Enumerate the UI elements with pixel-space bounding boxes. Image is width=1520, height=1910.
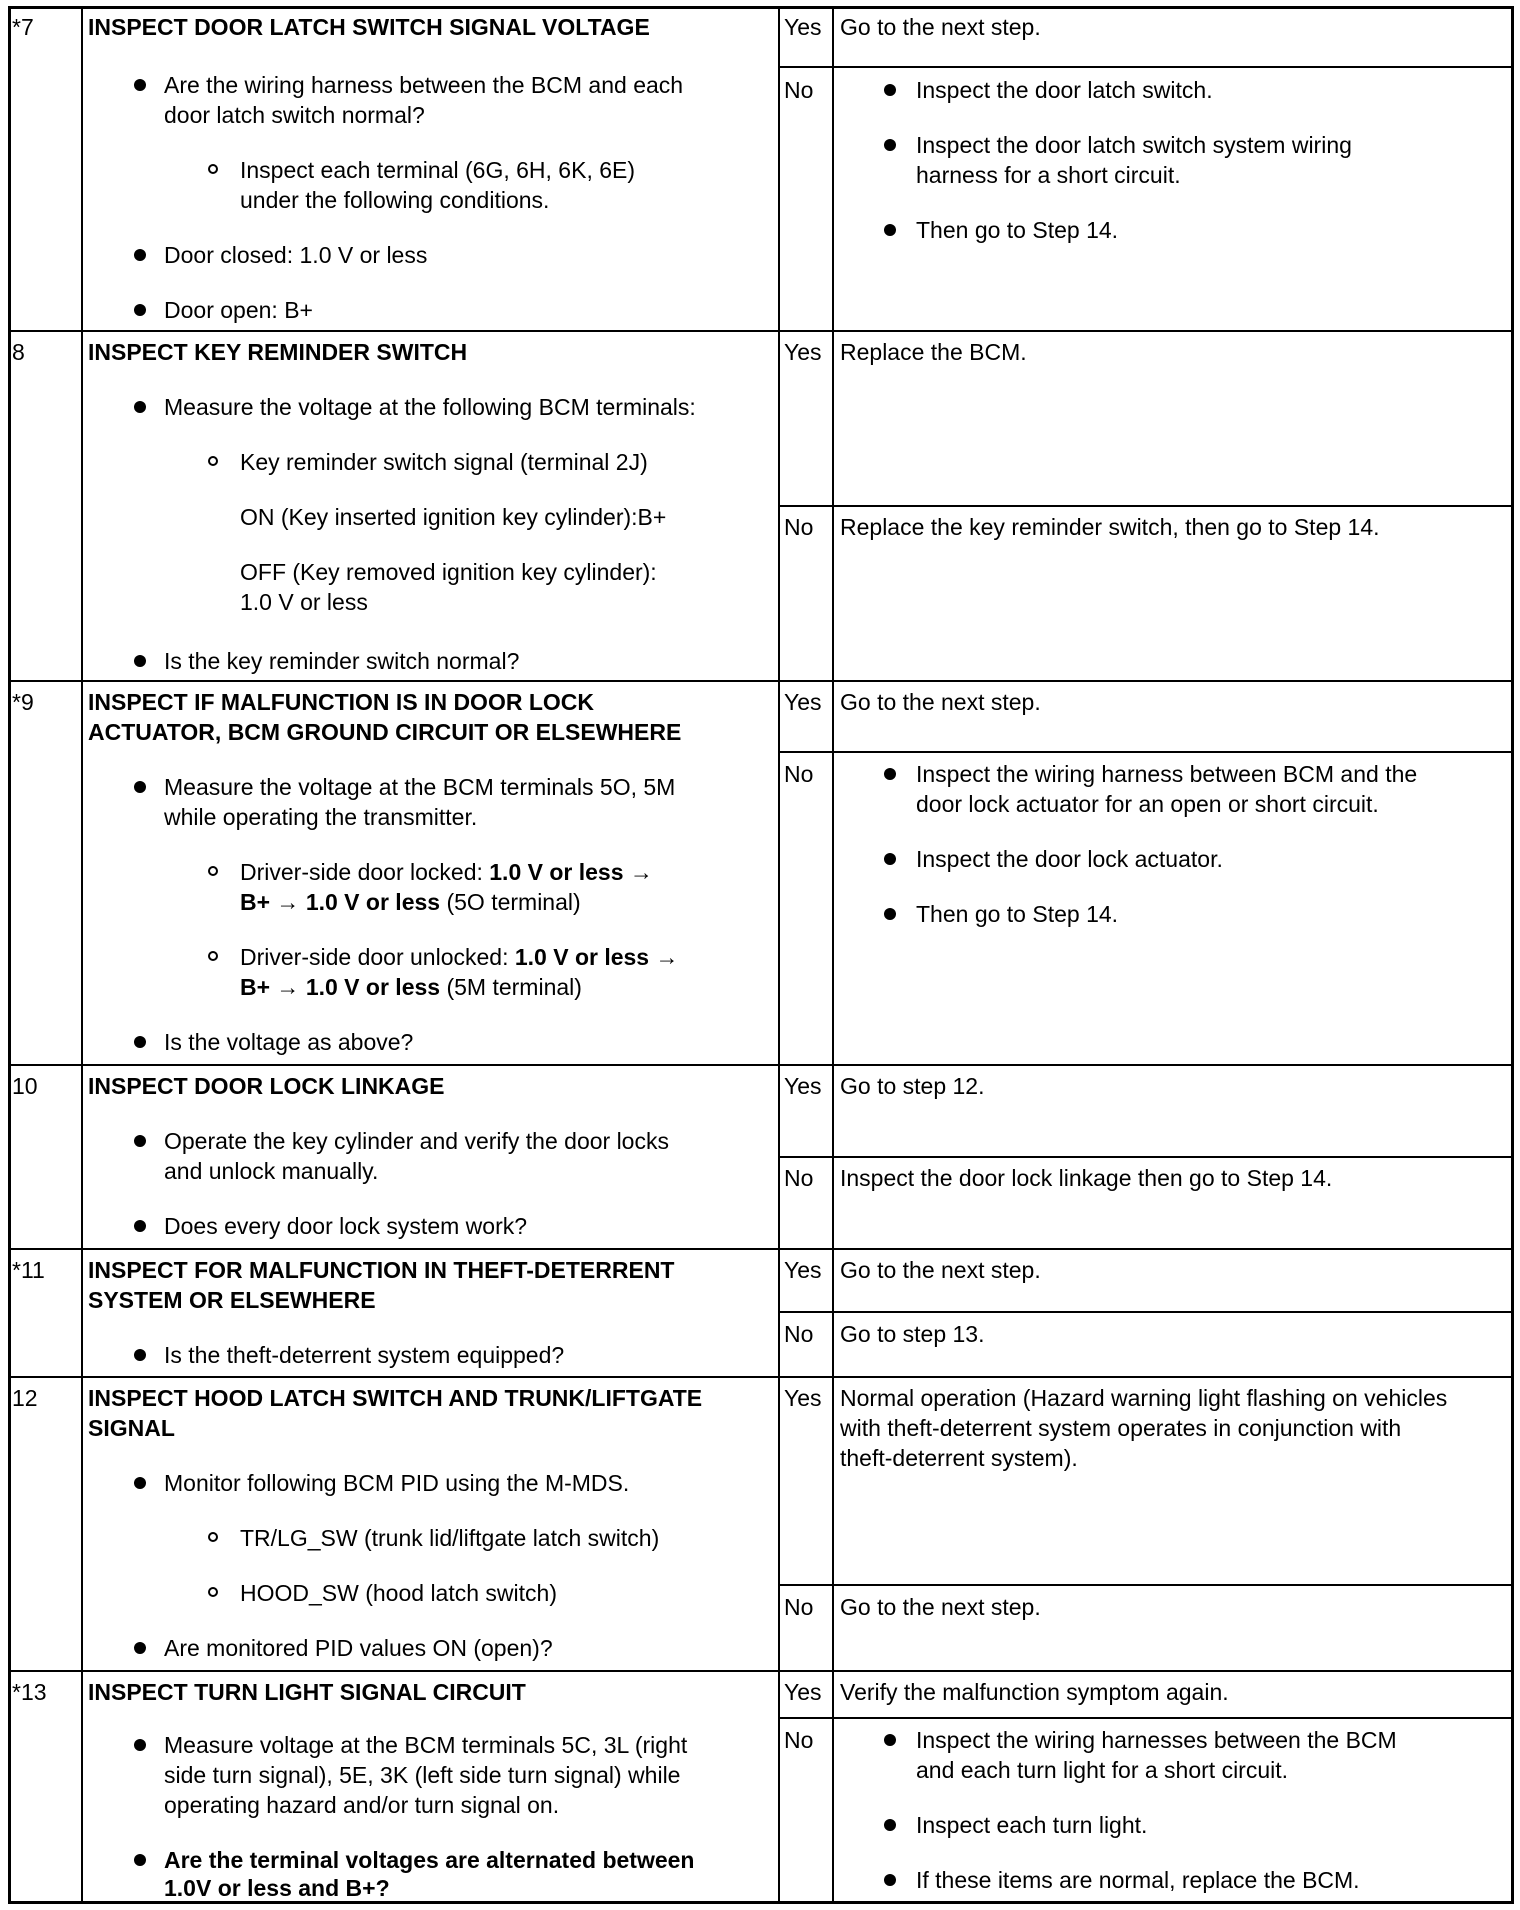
step-title: SYSTEM OR ELSEWHERE [88,1287,376,1313]
step-title: INSPECT FOR MALFUNCTION IN THEFT-DETERRENT [88,1257,675,1283]
yes-label: Yes [784,14,822,40]
yes-action: with theft-deterrent system operates in conjunction with [840,1415,1402,1441]
procedure-text [240,972,582,1002]
no-action: Then go to Step 14. [916,901,1119,927]
no-action: Inspect the door latch switch system wiring [916,132,1352,158]
step-number: 10 [12,1073,38,1099]
yes-action: Normal operation (Hazard warning light flashing on vehicles [840,1385,1448,1411]
yes-no-divider [778,1717,1514,1719]
no-action: Inspect the door lock linkage then go to Step 14. [840,1165,1333,1191]
bullet-icon [884,1819,896,1831]
voltage-value: 1.0 V or less → [514,944,679,970]
procedure-text: 1.0 V or less [240,589,368,615]
procedure-text: Monitor following BCM PID using the M-MDS. [164,1470,630,1496]
no-label: No [784,1594,814,1620]
sub-bullet-icon [208,1587,218,1597]
procedure-text: Are monitored PID values ON (open)? [164,1635,553,1661]
procedure-text: Is the theft-deterrent system equipped? [164,1342,565,1368]
bullet-icon [884,84,896,96]
sub-bullet-icon [208,866,218,876]
bullet-icon [134,1349,146,1361]
row-divider [8,1670,1514,1672]
terminal-label: (5O terminal) [440,889,581,915]
procedure-text: Is the key reminder switch normal? [164,648,520,674]
yes-no-divider [778,505,1514,507]
procedure-text: while operating the transmitter. [164,804,478,830]
bullet-icon [134,1135,146,1147]
procedure-text: Inspect each terminal (6G, 6H, 6K, 6E) [240,157,636,183]
yes-action: Replace the BCM. [840,339,1027,365]
no-action: door lock actuator for an open or short circuit. [916,791,1379,817]
procedure-text: Are the terminal voltages are alternated between [164,1847,695,1873]
procedure-text: side turn signal), 5E, 3K (left side turn signal) while [164,1762,681,1788]
procedure-text: ON (Key inserted ignition key cylinder):B+ [240,504,667,530]
yes-action: Go to the next step. [840,1257,1041,1283]
step-title: INSPECT KEY REMINDER SWITCH [88,339,468,365]
procedure-text: operating hazard and/or turn signal on. [164,1792,560,1818]
step-number: 12 [12,1385,38,1411]
sub-bullet-icon [208,164,218,174]
bullet-icon [884,908,896,920]
step-title: INSPECT DOOR LOCK LINKAGE [88,1073,445,1099]
bullet-icon [884,1734,896,1746]
procedure-text: Are the wiring harness between the BCM and each [164,72,684,98]
procedure-text: 1.0V or less and B+? [164,1875,390,1901]
procedure-text: Door closed: 1.0 V or less [164,242,428,268]
no-action: Inspect the door lock actuator. [916,846,1223,872]
no-action: Inspect the door latch switch. [916,77,1213,103]
troubleshooting-table [8,6,1514,1904]
row-divider [8,1376,1514,1378]
yes-label: Yes [784,339,822,365]
procedure-text: OFF (Key removed ignition key cylinder): [240,559,657,585]
bullet-icon [884,853,896,865]
yes-label: Yes [784,1257,822,1283]
voltage-value: 1.0 V or less → [489,859,653,885]
no-label: No [784,1165,814,1191]
yes-no-divider [778,66,1514,68]
yes-label: Yes [784,1073,822,1099]
bullet-icon [134,1642,146,1654]
bullet-icon [134,655,146,667]
procedure-text: Does every door lock system work? [164,1213,528,1239]
no-action: and each turn light for a short circuit. [916,1757,1289,1783]
yes-no-divider [778,1156,1514,1158]
bullet-icon [134,249,146,261]
step-title: INSPECT HOOD LATCH SWITCH AND TRUNK/LIFTGATE [88,1385,703,1411]
bullet-icon [134,304,146,316]
row-divider [8,1248,1514,1250]
step-number: *13 [12,1679,47,1705]
procedure-text: door latch switch normal? [164,102,425,128]
no-action: Replace the key reminder switch, then go to Step 14. [840,514,1380,540]
yes-action: theft-deterrent system). [840,1445,1078,1471]
procedure-text: Measure voltage at the BCM terminals 5C, 3L (right [164,1732,688,1758]
bullet-icon [134,1739,146,1751]
yes-no-divider [778,1584,1514,1586]
procedure-text [240,942,678,972]
yes-label: Yes [784,1679,822,1705]
yes-label: Yes [784,1385,822,1411]
yes-action: Go to the next step. [840,689,1041,715]
column-divider-procedure [778,6,780,1904]
procedure-text: Key reminder switch signal (terminal 2J) [240,449,648,475]
no-action: If these items are normal, replace the BCM. [916,1867,1360,1893]
no-action: harness for a short circuit. [916,162,1181,188]
bullet-icon [134,1036,146,1048]
no-action: Inspect each turn light. [916,1812,1148,1838]
yes-action: Go to the next step. [840,14,1041,40]
bullet-icon [884,224,896,236]
procedure-text [240,857,653,887]
step-number: 8 [12,339,25,365]
procedure-text: HOOD_SW (hood latch switch) [240,1580,557,1606]
no-action: Go to the next step. [840,1594,1041,1620]
step-title: INSPECT TURN LIGHT SIGNAL CIRCUIT [88,1679,526,1705]
step-number: *7 [12,14,34,40]
yes-label: Yes [784,689,822,715]
sub-bullet-icon [208,456,218,466]
condition-label: Driver-side door locked: [240,859,490,885]
step-title: INSPECT DOOR LATCH SWITCH SIGNAL VOLTAGE [88,14,650,40]
bullet-icon [884,139,896,151]
yes-no-divider [778,751,1514,753]
terminal-label: (5M terminal) [440,974,582,1000]
no-action: Inspect the wiring harness between BCM and the [916,761,1418,787]
procedure-text [240,887,581,917]
procedure-text: Is the voltage as above? [164,1029,414,1055]
yes-action: Go to step 12. [840,1073,985,1099]
procedure-text: and unlock manually. [164,1158,379,1184]
procedure-text: Door open: B+ [164,297,313,323]
row-divider [8,1064,1514,1066]
sub-bullet-icon [208,951,218,961]
procedure-text: Measure the voltage at the following BCM terminals: [164,394,696,420]
bullet-icon [134,1220,146,1232]
no-action: Then go to Step 14. [916,217,1119,243]
condition-label: Driver-side door unlocked: [240,944,515,970]
bullet-icon [134,79,146,91]
step-title: ACTUATOR, BCM GROUND CIRCUIT OR ELSEWHERE [88,719,682,745]
no-label: No [784,77,814,103]
no-label: No [784,1727,814,1753]
bullet-icon [134,781,146,793]
voltage-value: B+ → 1.0 V or less [240,974,441,1000]
bullet-icon [884,768,896,780]
bullet-icon [134,1477,146,1489]
bullet-icon [134,1854,146,1866]
step-number: *9 [12,689,34,715]
step-title: INSPECT IF MALFUNCTION IS IN DOOR LOCK [88,689,594,715]
yes-action: Verify the malfunction symptom again. [840,1679,1229,1705]
no-label: No [784,514,814,540]
no-action: Go to step 13. [840,1321,985,1347]
row-divider [8,680,1514,682]
no-label: No [784,761,814,787]
bullet-icon [884,1874,896,1886]
voltage-value: B+ → 1.0 V or less [240,889,441,915]
step-title: SIGNAL [88,1415,175,1441]
bullet-icon [134,401,146,413]
procedure-text: under the following conditions. [240,187,550,213]
procedure-text: Measure the voltage at the BCM terminals 5O, 5M [164,774,676,800]
row-divider [8,330,1514,332]
procedure-text: TR/LG_SW (trunk lid/liftgate latch switch) [240,1525,660,1551]
column-divider-result [832,6,834,1904]
procedure-text: Operate the key cylinder and verify the door locks [164,1128,669,1154]
yes-no-divider [778,1311,1514,1313]
step-number: *11 [12,1257,45,1283]
no-action: Inspect the wiring harnesses between the BCM [916,1727,1397,1753]
sub-bullet-icon [208,1532,218,1542]
column-divider-number [81,6,83,1904]
no-label: No [784,1321,814,1347]
